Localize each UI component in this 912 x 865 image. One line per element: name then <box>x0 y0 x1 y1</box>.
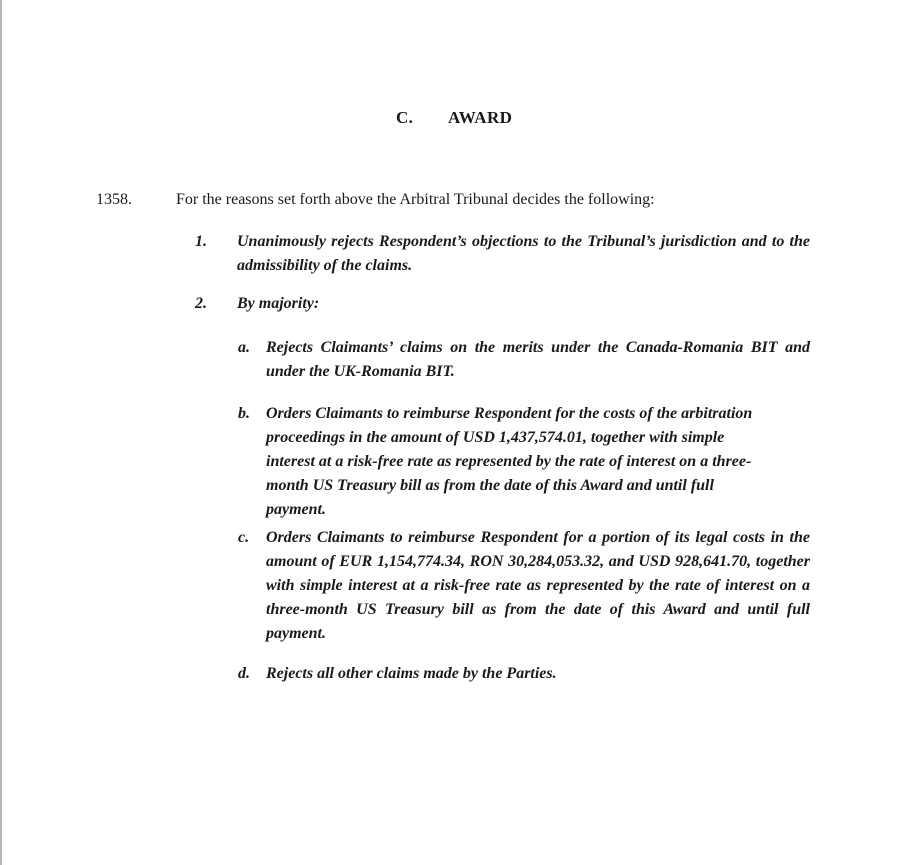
section-heading <box>396 108 512 128</box>
sub-decision-c <box>238 526 810 646</box>
section-heading-title: AWARD <box>448 108 513 127</box>
sub-decision-b <box>238 402 810 522</box>
paragraph-1358 <box>96 188 816 212</box>
decision-item-2-text: By majority: <box>237 295 320 312</box>
page-left-edge-divider <box>0 0 2 865</box>
decision-item-1-text: Unanimously rejects Respondent’s objections to the Tribunal’s jurisdiction and to the admissibility of the claims. <box>237 233 810 274</box>
sub-decision-a-text: Rejects Claimants’ claims on the merits under the Canada-Romania BIT and under the UK-Romania BIT. <box>266 339 810 380</box>
decision-item-1-marker: 1. <box>195 233 207 250</box>
sub-decision-d-text: Rejects all other claims made by the Parties. <box>266 665 557 682</box>
sub-decision-d <box>238 662 810 686</box>
decision-item-2-marker: 2. <box>195 295 207 312</box>
sub-decision-b-marker: b. <box>238 405 250 422</box>
sub-decision-a-marker: a. <box>238 339 250 356</box>
sub-decision-c-marker: c. <box>238 529 250 546</box>
sub-decision-d-marker: d. <box>238 665 250 682</box>
sub-decision-c-text: Orders Claimants to reimburse Respondent for a portion of its legal costs in the amount of EUR 1,154,774.34, RON 30,284,053.32, and USD 928,641.70, together with simple interest at a risk-free rate as represented by the rate of interest on a three-month US Treasury bill as from the date of this Award and until full payment. <box>266 529 810 642</box>
sub-decision-a <box>238 336 810 384</box>
sub-decision-b-text: Orders Claimants to reimburse Respondent for the costs of the arbitration proceedings in the amount of USD 1,437,574.01, together with simple interest at a risk-free rate as represented by the rate of interest on a three-month US Treasury bill as from the date of this Award and until full payment. <box>266 405 753 518</box>
paragraph-number: 1358. <box>96 191 132 208</box>
section-heading-letter: C. <box>396 108 414 127</box>
decision-item-1 <box>195 230 810 278</box>
decision-item-2 <box>195 292 810 316</box>
paragraph-text: For the reasons set forth above the Arbitral Tribunal decides the following: <box>176 191 655 208</box>
